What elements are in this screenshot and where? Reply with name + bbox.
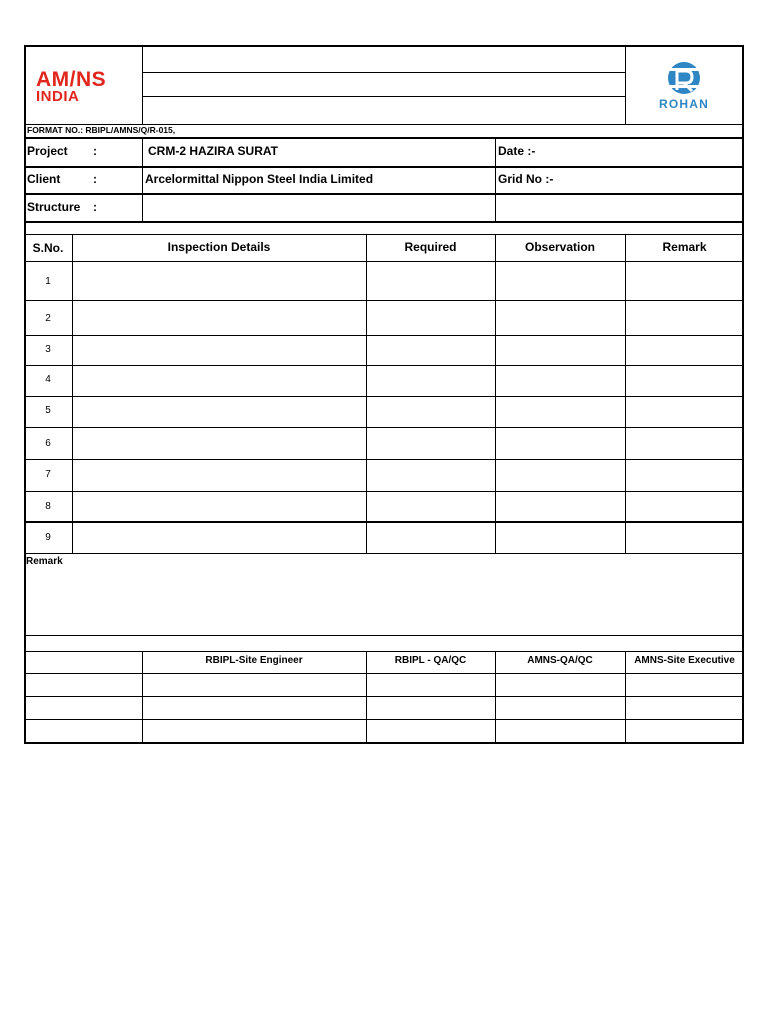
signature-row-line-1: [24, 696, 744, 697]
date-label: Date :-: [498, 144, 536, 158]
info-divider-1: [142, 138, 143, 222]
rohan-logo: [629, 60, 739, 115]
format-number: FORMAT NO.: RBIPL/AMNS/Q/R-015,: [27, 125, 176, 135]
signature-header-rbipl-site-engineer: RBIPL-Site Engineer: [205, 655, 303, 666]
structure-label: Structure: [27, 200, 81, 214]
amns-india-logo: [36, 69, 136, 104]
column-header-sno: S.No.: [32, 241, 64, 255]
row-number-7: 7: [45, 469, 51, 480]
signature-header-amns-qa-qc: AMNS-QA/QC: [527, 655, 593, 666]
client-value: Arcelormittal Nippon Steel India Limited: [145, 172, 374, 186]
amns-logo-line1: AM/NS: [36, 68, 107, 91]
info-line-2: [24, 193, 744, 195]
row-number-9: 9: [45, 532, 51, 543]
row-number-4: 4: [45, 374, 51, 385]
border-left: [24, 45, 26, 744]
client-colon: :: [93, 172, 97, 186]
inspection-form: [24, 45, 744, 744]
row-line-8: [24, 521, 744, 523]
row-number-8: 8: [45, 501, 51, 512]
col-divider-1: [72, 235, 73, 554]
signature-header-amns-site-executive: AMNS-Site Executive: [634, 655, 735, 666]
info-line-1: [24, 166, 744, 168]
column-header-observation: Observation: [524, 240, 596, 254]
row-number-3: 3: [45, 344, 51, 355]
rohan-r-icon: [664, 61, 704, 97]
header-divider-left: [142, 45, 143, 124]
client-label: Client: [27, 172, 61, 186]
row-number-6: 6: [45, 438, 51, 449]
info-line-3: [24, 221, 744, 223]
col-divider-2: [366, 235, 367, 554]
project-colon: :: [93, 144, 97, 158]
row-line-5: [24, 427, 744, 428]
remark-bottom-line: [24, 635, 744, 636]
info-divider-2: [495, 138, 496, 222]
project-label: Project: [27, 144, 68, 158]
row-number-2: 2: [45, 313, 51, 324]
grid-no-label: Grid No :-: [498, 172, 554, 186]
column-header-required: Required: [404, 240, 457, 254]
column-header-inspection-details: Inspection Details: [167, 240, 271, 254]
structure-colon: :: [93, 200, 97, 214]
row-line-9: [24, 553, 744, 554]
table-top-line: [24, 234, 744, 235]
col-divider-3: [495, 235, 496, 554]
signature-row-line-2: [24, 719, 744, 720]
border-top: [24, 45, 744, 47]
project-value: CRM-2 HAZIRA SURAT: [148, 144, 278, 158]
rohan-logo-text: ROHAN: [659, 97, 709, 111]
row-line-3: [24, 365, 744, 366]
col-divider-4: [625, 235, 626, 554]
header-line-1: [142, 72, 625, 73]
header-line-2: [142, 96, 625, 97]
amns-logo-line2: INDIA: [36, 88, 80, 105]
header-divider-right: [625, 45, 626, 124]
remark-label: Remark: [26, 556, 63, 567]
row-line-4: [24, 396, 744, 397]
row-line-7: [24, 491, 744, 492]
format-bottom-line: [24, 137, 744, 139]
column-header-remark: Remark: [662, 240, 707, 254]
border-bottom: [24, 742, 744, 744]
row-line-1: [24, 300, 744, 301]
row-number-5: 5: [45, 405, 51, 416]
signature-top-line: [24, 651, 744, 652]
signature-header-rbipl-qa-qc: RBIPL - QA/QC: [394, 655, 467, 666]
table-header-line: [24, 261, 744, 262]
row-number-1: 1: [45, 276, 51, 287]
row-line-6: [24, 459, 744, 460]
border-right: [742, 45, 744, 744]
row-line-2: [24, 335, 744, 336]
signature-header-line: [24, 673, 744, 674]
